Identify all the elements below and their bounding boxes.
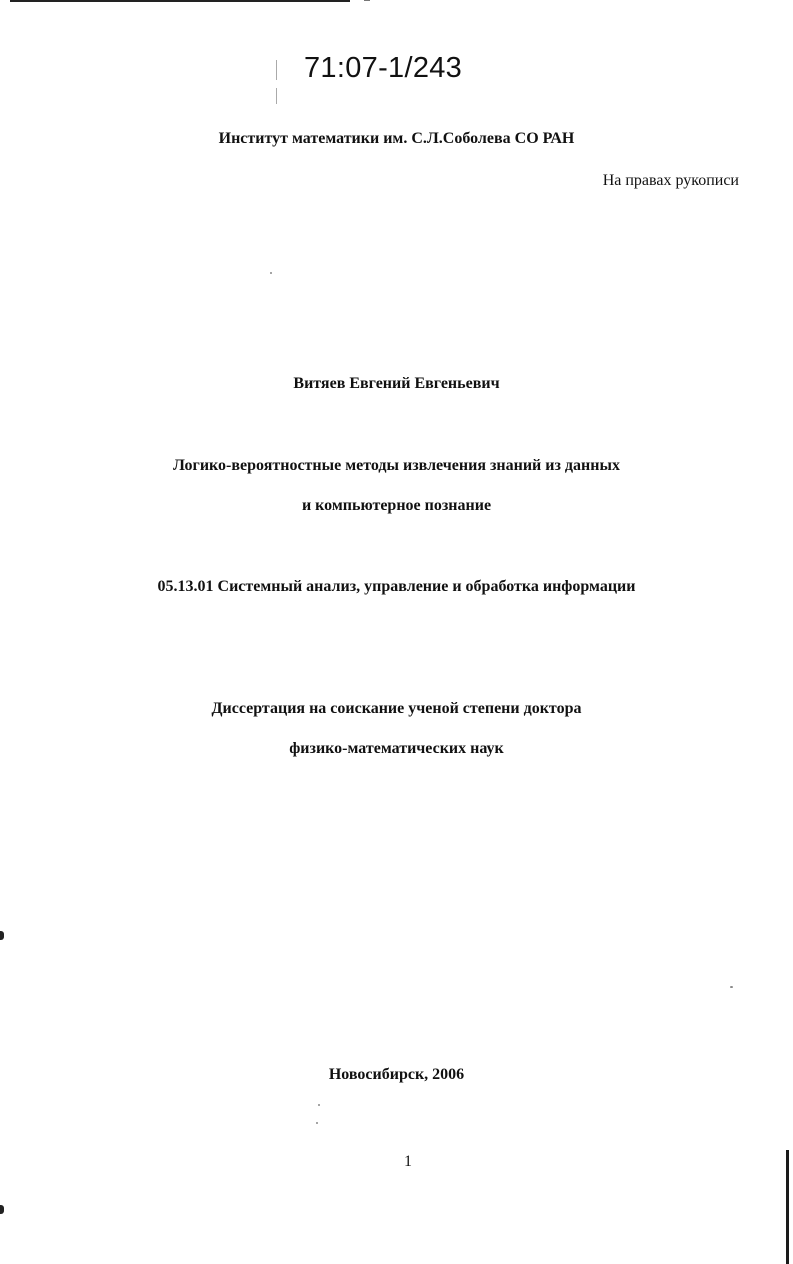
scan-top-dash [364, 0, 370, 1]
degree-line-2: физико-математических наук [289, 740, 504, 757]
specialty-code: 05.13.01 Системный анализ, управление и обработка информации [157, 578, 636, 595]
stamp-tick-upper [276, 60, 277, 80]
thesis-title-line-2: и компьютерное познание [301, 497, 492, 514]
place-year: Новосибирск, 2006 [328, 1066, 465, 1083]
thesis-title-line-1: Логико-вероятностные методы извлечения знаний из данных [173, 457, 620, 474]
stamp-tick-lower [276, 88, 277, 104]
scan-left-mark [0, 931, 4, 940]
scan-speck [318, 1104, 320, 1106]
scan-speck [316, 1122, 318, 1124]
degree-line-1: Диссертация на соискание ученой степени доктора [211, 700, 582, 717]
institute-name: Институт математики им. С.Л.Соболева СО РАН [218, 130, 575, 147]
archive-stamp: 71:07-1/243 [304, 52, 463, 84]
scan-top-border [10, 0, 350, 2]
manuscript-note: На правах рукописи [602, 172, 739, 189]
scan-speck [730, 986, 733, 988]
page-number: 1 [404, 1153, 412, 1170]
scan-left-mark [0, 1205, 4, 1214]
scan-speck [270, 272, 272, 274]
author-name: Витяев Евгений Евгеньевич [293, 375, 500, 392]
